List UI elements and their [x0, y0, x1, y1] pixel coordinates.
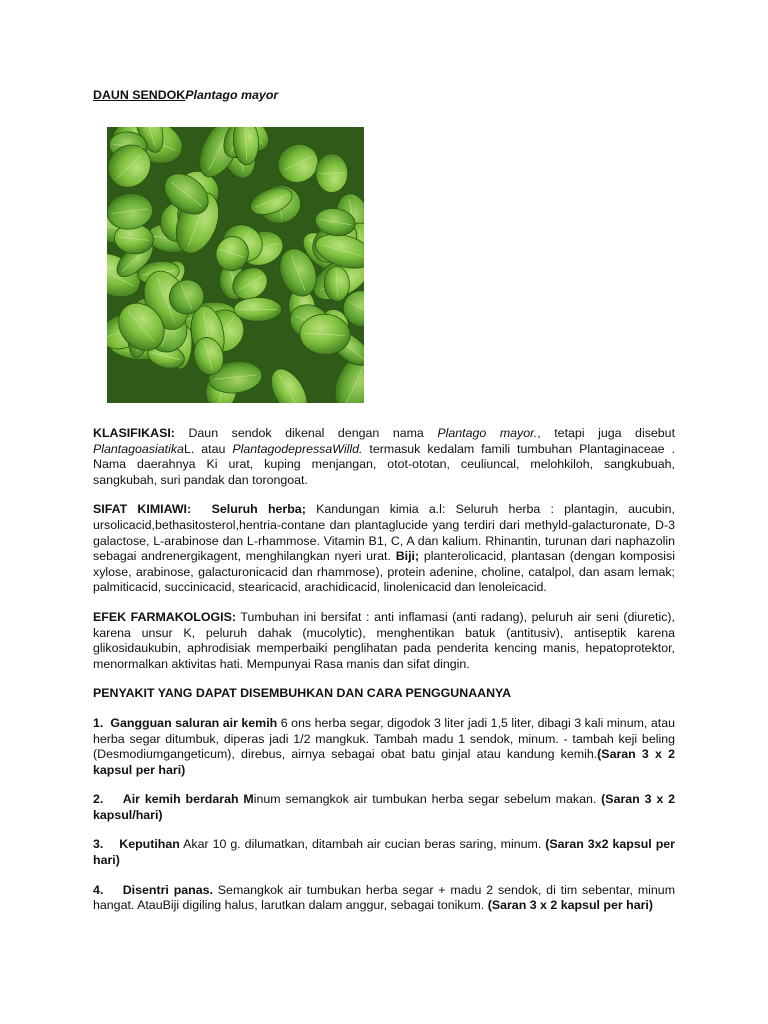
- list-item: [93, 792, 675, 823]
- efek-paragraph: [93, 610, 675, 672]
- document-title: [93, 88, 278, 104]
- penyakit-heading: PENYAKIT YANG DAPAT DISEMBUHKAN DAN CARA PENGGUNAANYA: [93, 686, 512, 701]
- sifat-text-2: planterolicacid, plantasan (dengan komposisi xylose, arabinose, galacturonicacid dan rhammose), protein adenine, choline, catalpol, dan asam lemak; palmiticacid, succinicacid, stearicacid, arachidicacid, linolenicacid dan lenoleicacid.: [93, 549, 675, 595]
- efek-text: Tumbuhan ini bersifat : anti inflamasi (anti radang), peluruh air seni (diuretic), karena unsur K, peluruh dahak (mucolytic), menghentikan batuk (antitusiv), antiseptik karena glikosidaukubin, aphrodisiak memperbaiki penglihatan pada penderita kencing manis, hepatoprotektor, menormalkan aktivitas hati. Mempunyai Rasa manis dan sifat dingin.: [93, 609, 675, 671]
- list-item: [93, 883, 675, 914]
- list-item: [93, 716, 675, 778]
- klasifikasi-text-4: termasuk kedalam famili tumbuhan Plantaginaceae . Nama daerahnya Ki urat, kuping menjangan, otot-ototan, ceuliuncal, melohkiloh, sangkubuah, sangkubah, suri pandak dan torongoat.: [93, 441, 675, 487]
- item-number: 1.: [93, 715, 104, 730]
- efek-label: EFEK FARMAKOLOGIS:: [93, 609, 236, 624]
- list-item: [93, 837, 675, 868]
- klasifikasi-text-1: Daun sendok dikenal dengan nama: [174, 426, 438, 440]
- sifat-biji-label: Biji;: [395, 549, 420, 564]
- klasifikasi-label: KLASIFIKASI:: [93, 426, 175, 440]
- sifat-herba-label: Seluruh herba;: [211, 502, 306, 517]
- item-name: Air kemih berdarah M: [122, 792, 254, 807]
- item-saran: (Saran 3 x 2 kapsul per hari): [487, 898, 653, 913]
- klasifikasi-text-3: L. atau: [183, 441, 233, 456]
- klasifikasi-paragraph: [93, 426, 675, 488]
- item-saran: (Saran 3 x 2 kapsul per hari): [93, 747, 675, 777]
- klasifikasi-latin-1: Plantago mayor.: [437, 426, 538, 440]
- sifat-text-1: Kandungan kimia a.l: Seluruh herba : plantagin, aucubin, ursolicacid,bethasitosterol,hentria-contane dan plantaglucide yang terdiri dari methyld-galacturonate, D-3 galactose, L-arabinose dan L-rhammose. Vitamin B1, C, A dan kalium. Rhinantin, turunan dari naphazolin sebagai andrenergikagent, menghilangkan nyeri urat.: [93, 502, 675, 564]
- item-number: 2.: [93, 792, 104, 807]
- item-saran: (Saran 3 x 2 kapsul/hari): [93, 792, 675, 822]
- title-latin-name: Plantago mayor: [185, 88, 279, 102]
- item-name: Disentri panas.: [122, 882, 213, 897]
- item-saran: (Saran 3x2 kapsul per hari): [93, 837, 675, 868]
- item-name: Keputihan: [119, 837, 180, 852]
- item-text: 6 ons herba segar, digodok 3 liter jadi 1,5 liter, dibagi 3 kali minum, atau herba segar ditumbuk, diperas jadi 1/2 mangkuk. Tambah madu 1 sendok, minum. - tambah keji beling (Desmodiumgangeticum), direbus, airnya sebagai obat batu ginjal atau kandung kemih.: [93, 715, 675, 762]
- sifat-label: SIFAT KIMIAWI:: [93, 502, 192, 517]
- sifat-paragraph: [93, 502, 675, 596]
- title-common-name: DAUN SENDOK: [93, 88, 186, 102]
- plantago-photo: [107, 127, 364, 403]
- item-text: Semangkok air tumbukan herba segar + madu 2 sendok, di tim sebentar, minum hangat. AtauBiji digiling halus, larutkan dalam anggur, sebagai tonikum.: [93, 882, 676, 913]
- klasifikasi-latin-3: PlantagodepressaWilld.: [232, 441, 363, 456]
- item-text: inum semangkok air tumbukan herba segar sebelum makan.: [253, 792, 602, 807]
- klasifikasi-text-2: , tetapi juga disebut: [537, 426, 676, 440]
- klasifikasi-latin-2: Plantagoasiatika: [93, 441, 184, 456]
- item-number: 4.: [93, 882, 104, 897]
- item-text: Akar 10 g. dilumatkan, ditambah air cucian beras saring, minum.: [179, 837, 546, 852]
- item-number: 3.: [93, 837, 104, 852]
- item-name: Gangguan saluran air kemih: [110, 715, 278, 730]
- document-body: [93, 426, 675, 928]
